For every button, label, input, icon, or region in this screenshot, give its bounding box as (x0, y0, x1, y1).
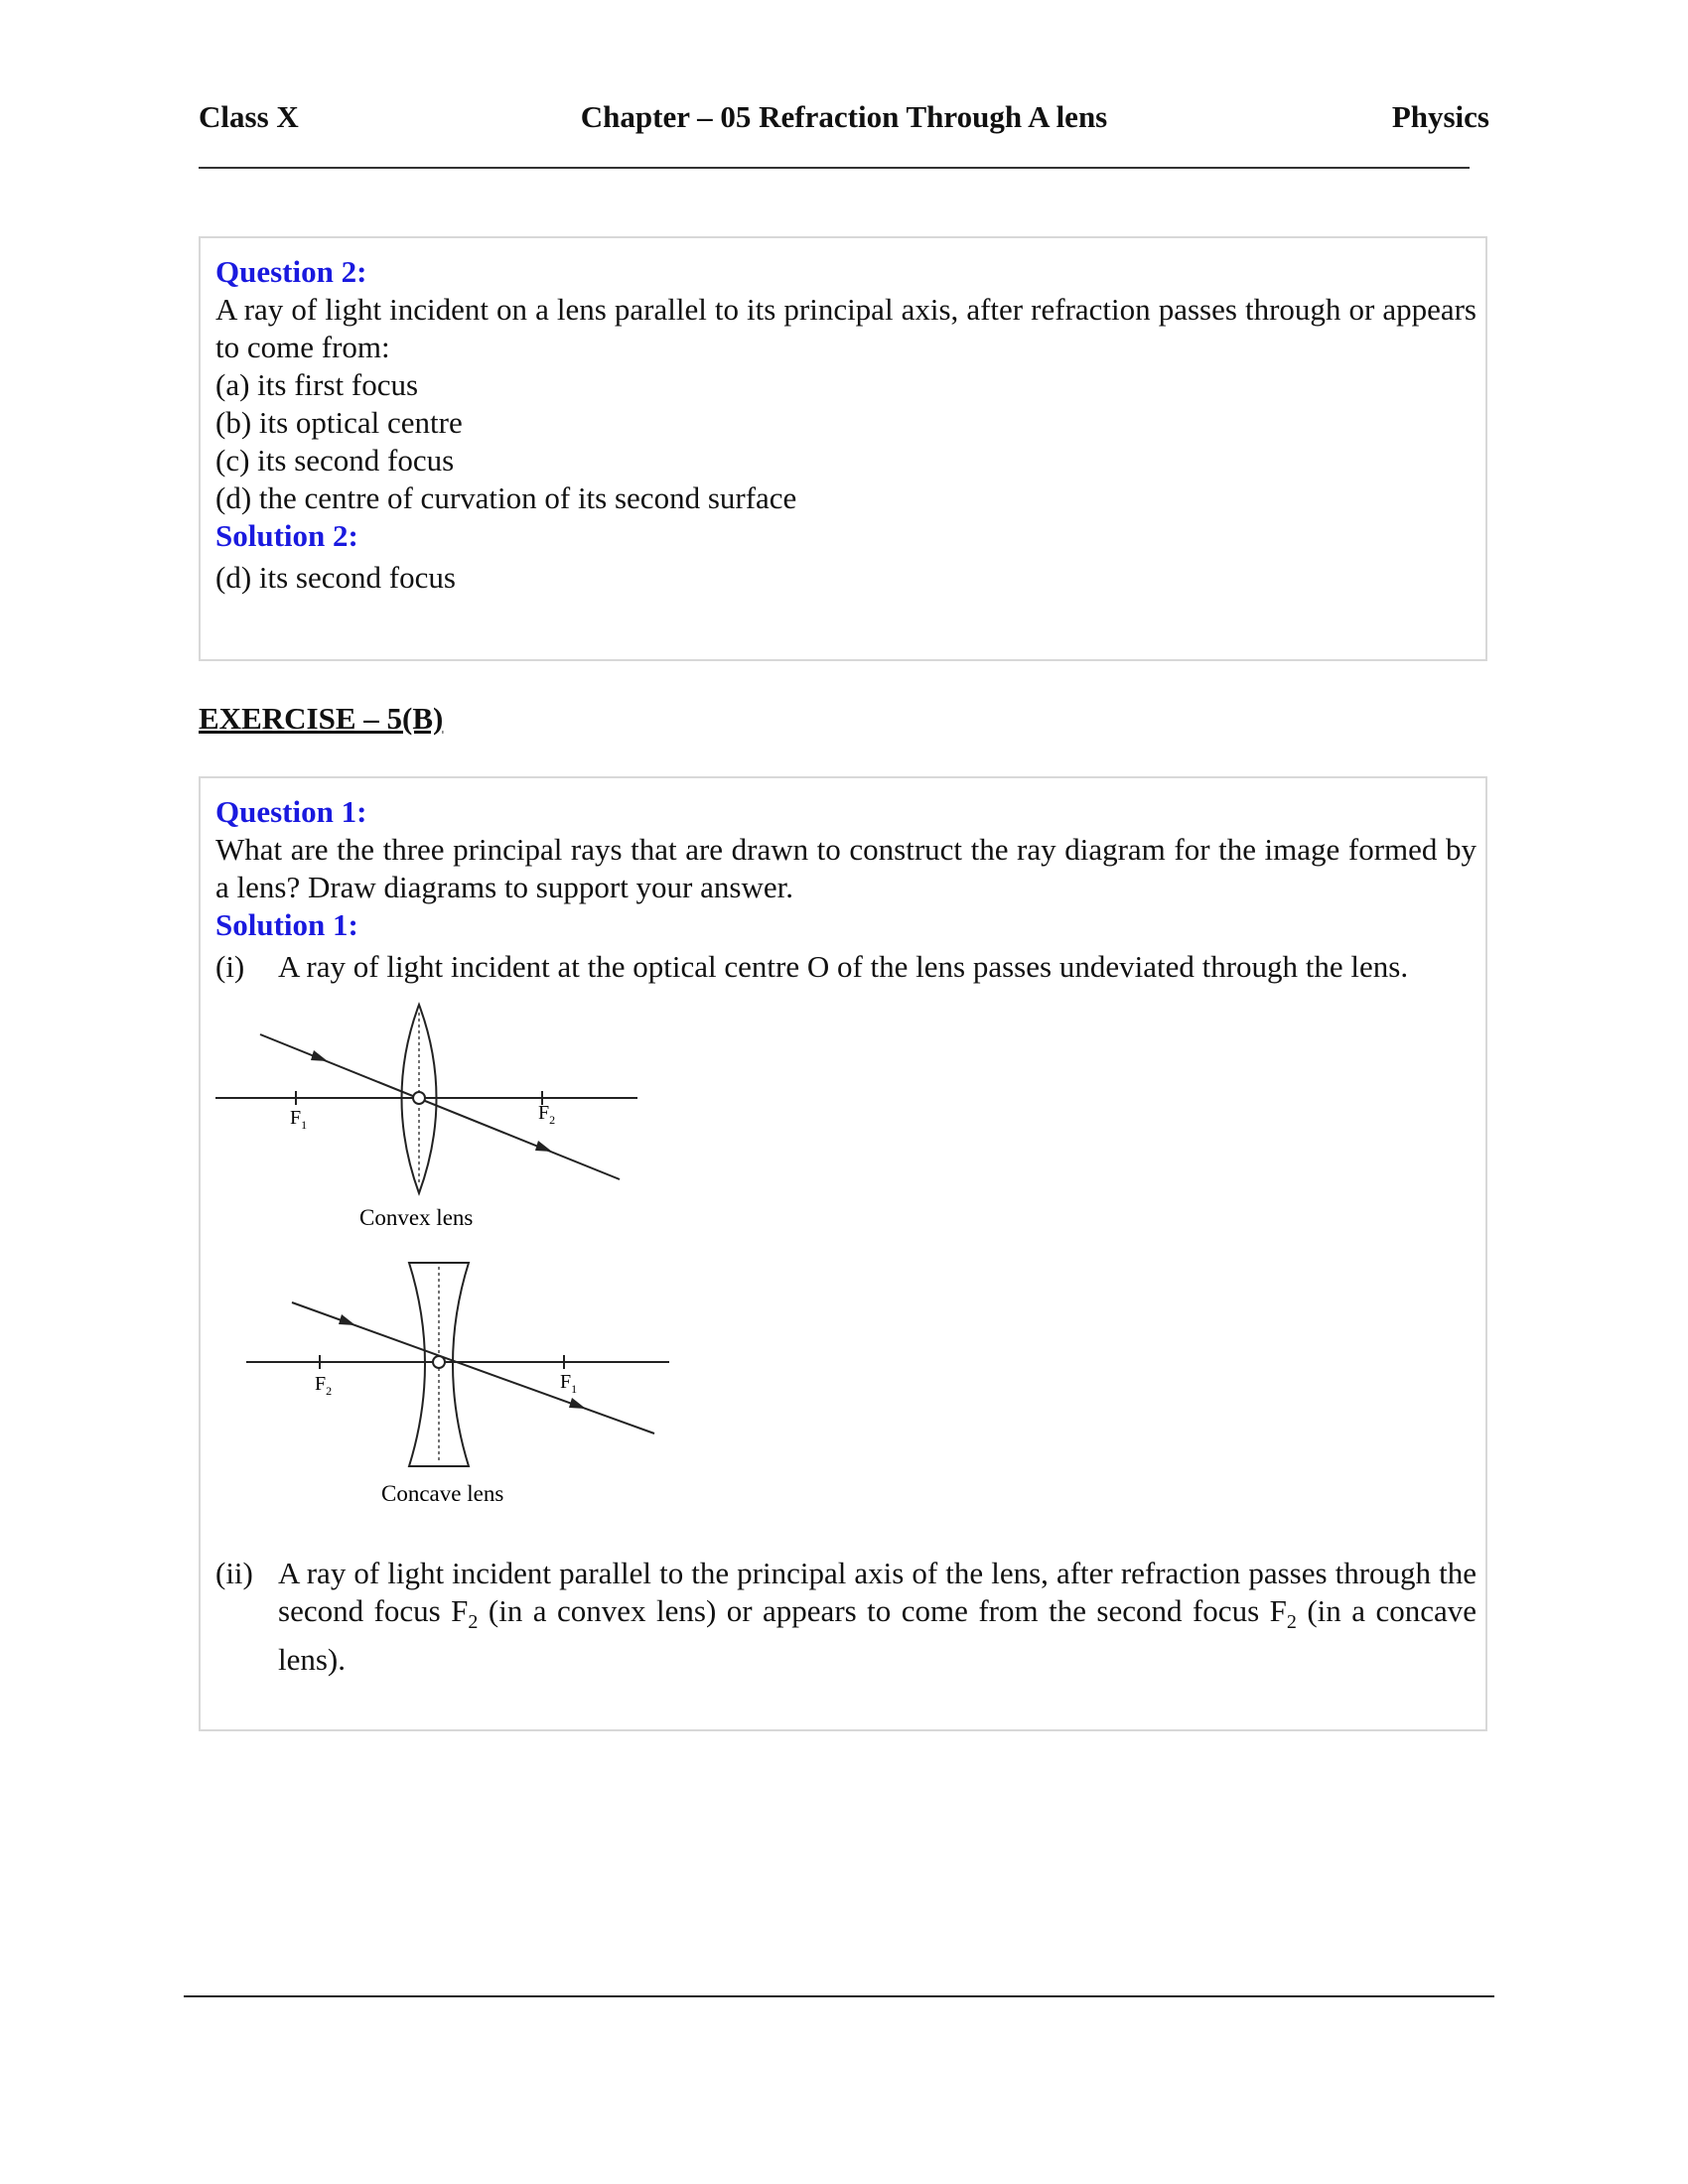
concave-ray-arrow-in (339, 1314, 355, 1325)
solution-2-text: (d) its second focus (215, 560, 456, 595)
question-2-option-d: (d) the centre of curvation of its second surface (215, 480, 797, 515)
concave-f2-label: $F_2$ (315, 1373, 333, 1398)
solution-1-title: Solution 1: (215, 907, 358, 942)
concave-lens-diagram (246, 1263, 669, 1506)
header-class: Class X (199, 99, 299, 134)
convex-ray-arrow-out (535, 1141, 552, 1152)
point-i-text: A ray of light incident at the optical centre O of the lens passes undeviated through the lens. (278, 949, 1409, 984)
convex-f1-label: $F_1$ (290, 1107, 308, 1132)
question-2-option-a: (a) its first focus (215, 367, 419, 402)
header-chapter-title: Chapter – 05 Refraction Through A lens (580, 99, 1108, 134)
question-1-text: What are the three principal rays that are drawn to construct the ray diagram for the image formed by a lens? Draw diagrams to support your answer. (215, 832, 1477, 904)
question-2-text: A ray of light incident on a lens parallel to its principal axis, after refraction passes through or appears to come from: (215, 292, 1477, 364)
convex-ray-arrow-in (311, 1050, 328, 1061)
question-2-box (199, 236, 1487, 661)
concave-f1-label: $F_1$ (560, 1371, 578, 1396)
point-ii-number: (ii) (215, 1556, 253, 1590)
convex-lens-caption: Convex lens (359, 1205, 474, 1230)
question-2-title: Question 2: (215, 254, 367, 289)
lens-ray-diagrams (211, 995, 677, 1521)
convex-optical-centre (413, 1092, 425, 1104)
question-2-option-c: (c) its second focus (215, 443, 455, 478)
question-1-box (199, 776, 1487, 1731)
point-i-number: (i) (215, 949, 245, 984)
convex-f2-label: $F_2$ (538, 1102, 556, 1127)
solution-point-ii (215, 1555, 1477, 1679)
question-2-option-b: (b) its optical centre (215, 405, 463, 440)
concave-ray-arrow-out (569, 1398, 586, 1409)
point-ii-text: A ray of light incident parallel to the principal axis of the lens, after refraction passes through the second focus $F_2$ (in a convex lens) or appears to come from the second focus $F_2$ (in a concave lens). (278, 1556, 1477, 1678)
question-1-title: Question 1: (215, 794, 367, 829)
header-divider (199, 167, 1470, 169)
concave-optical-centre (433, 1356, 445, 1368)
footer-divider (184, 1995, 1494, 1997)
header-subject: Physics (1391, 99, 1489, 134)
solution-2-title: Solution 2: (215, 518, 358, 553)
solution-point-i (215, 948, 1477, 986)
concave-lens-caption: Concave lens (381, 1481, 504, 1506)
exercise-title: EXERCISE – 5(B) (199, 701, 444, 736)
convex-lens-diagram (215, 1005, 637, 1230)
